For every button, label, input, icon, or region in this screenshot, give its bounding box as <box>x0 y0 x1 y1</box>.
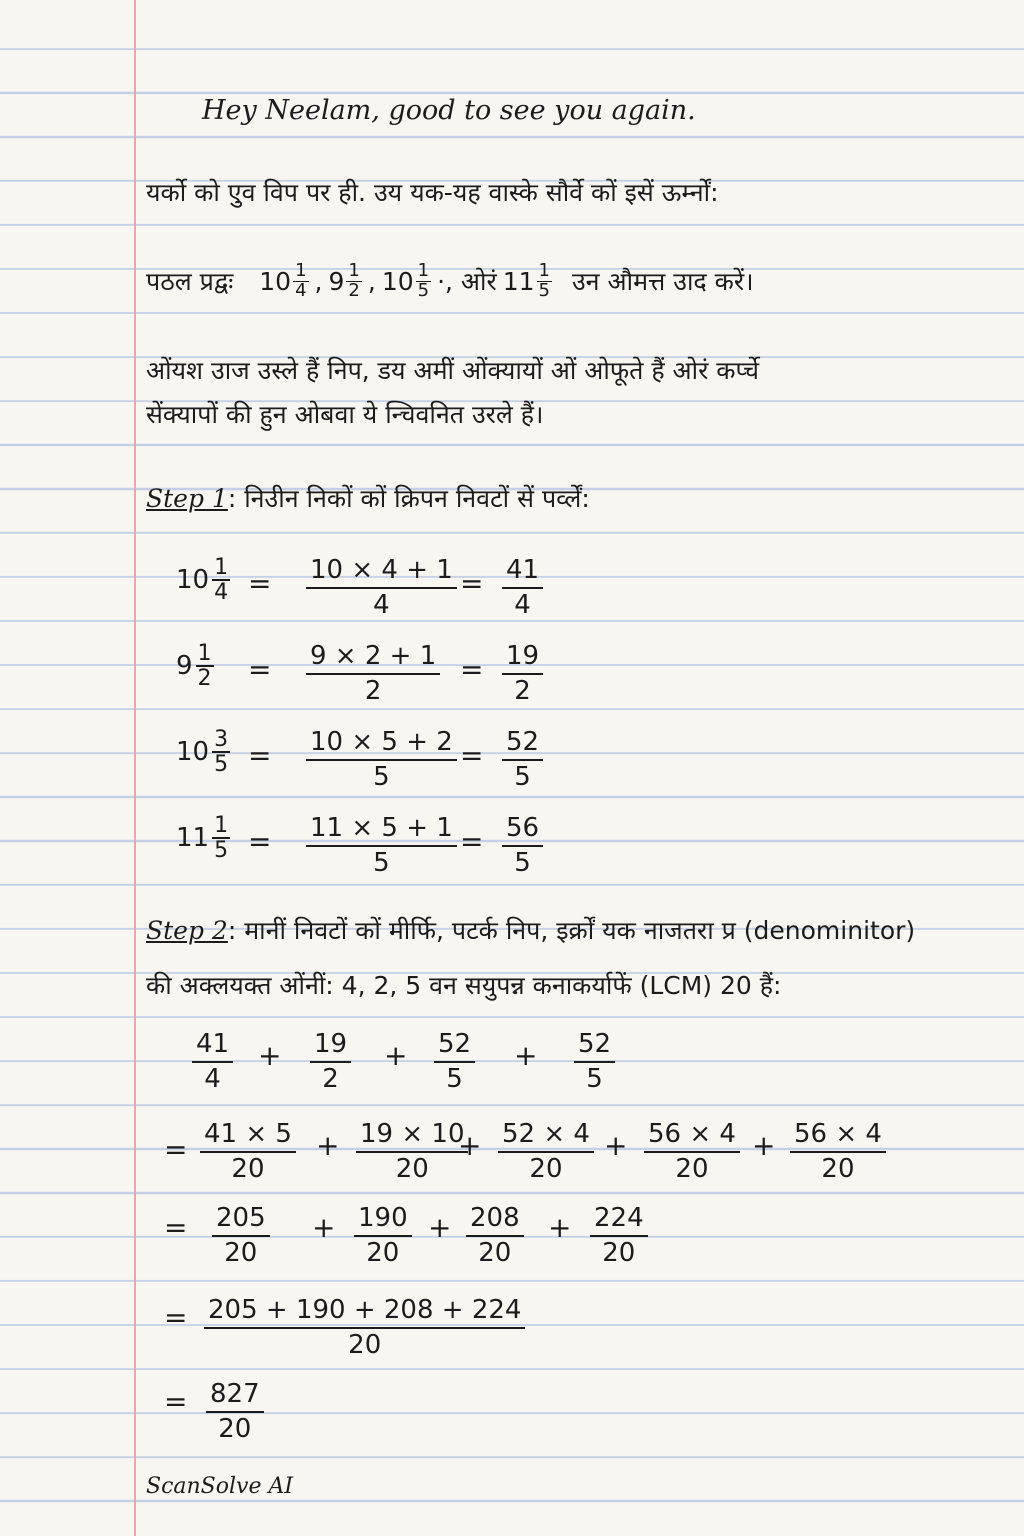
mixed-num: 1 <box>348 260 360 281</box>
addend-fraction <box>574 1030 615 1093</box>
separator: ·, ओरं <box>437 266 497 296</box>
mixed-den: 5 <box>214 838 229 864</box>
step2-heading-line1 <box>146 918 915 943</box>
equals-sign: = <box>460 739 484 772</box>
fraction-denominator: 5 <box>586 1063 603 1094</box>
combined-fraction <box>204 1296 525 1359</box>
fraction-numerator: 827 <box>206 1380 264 1413</box>
equals-sign: = <box>164 1301 188 1334</box>
plus-sign: + <box>316 1129 340 1162</box>
improper-fraction <box>502 814 543 877</box>
plus-sign: + <box>458 1129 482 1162</box>
common-denominator-fraction <box>466 1204 524 1267</box>
fraction-numerator: 9 × 2 + 1 <box>306 642 440 675</box>
fraction-numerator: 10 × 5 + 2 <box>306 728 457 761</box>
fraction-numerator: 10 × 4 + 1 <box>306 556 457 589</box>
plus-sign: + <box>384 1039 408 1072</box>
plus-sign: + <box>258 1039 282 1072</box>
plus-sign: + <box>514 1039 538 1072</box>
fraction-numerator: 19 × 10 <box>356 1120 468 1153</box>
fraction-numerator: 41 <box>192 1030 233 1063</box>
fraction-denominator: 5 <box>514 847 531 878</box>
fraction-numerator: 52 <box>502 728 543 761</box>
fraction-denominator: 5 <box>514 761 531 792</box>
fraction-denominator: 20 <box>602 1237 636 1268</box>
plus-sign: + <box>752 1129 776 1162</box>
mixed-whole: 10 <box>176 565 210 596</box>
plus-sign: + <box>428 1211 452 1244</box>
mixed-num: 1 <box>417 260 430 281</box>
plus-sign: + <box>548 1211 572 1244</box>
separator: , <box>314 266 323 296</box>
mixed-den: 5 <box>538 279 550 301</box>
improper-fraction <box>502 556 543 619</box>
question-suffix: उन औमत्त उाद करें। <box>571 266 754 296</box>
fraction-denominator: 20 <box>231 1153 265 1184</box>
fraction-denominator: 20 <box>218 1413 252 1444</box>
fraction-denominator: 4 <box>373 589 390 620</box>
signature: ScanSolve AI <box>146 1474 294 1499</box>
mixed-num: 1 <box>538 260 550 281</box>
common-denominator-fraction <box>354 1204 412 1267</box>
common-denominator-fraction <box>212 1204 270 1267</box>
improper-fraction <box>502 642 543 705</box>
fraction-numerator: 52 × 4 <box>498 1120 594 1153</box>
fraction-numerator: 19 <box>502 642 543 675</box>
question-prefix: पठल प्रद्वः <box>146 266 234 296</box>
fraction-numerator: 205 + 190 + 208 + 224 <box>204 1296 525 1329</box>
fraction-denominator: 20 <box>395 1153 429 1184</box>
fraction-numerator: 190 <box>354 1204 412 1237</box>
mixed-num: 1 <box>295 260 307 281</box>
conversion-fraction <box>306 556 457 619</box>
fraction-numerator: 205 <box>212 1204 270 1237</box>
mixed-den: 2 <box>348 279 360 301</box>
mixed-number <box>176 556 230 604</box>
addend-fraction <box>310 1030 351 1093</box>
mixed-fraction <box>212 728 230 776</box>
mixed-den: 4 <box>214 580 229 606</box>
plus-sign: + <box>312 1211 336 1244</box>
conversion-fraction <box>306 728 457 791</box>
fraction-denominator: 2 <box>514 675 531 706</box>
improper-fraction <box>502 728 543 791</box>
fraction-numerator: 56 <box>502 814 543 847</box>
result-fraction <box>206 1380 264 1443</box>
mixed-number <box>176 728 230 776</box>
equals-sign: = <box>164 1211 188 1244</box>
mixed-number <box>176 642 214 690</box>
plus-sign: + <box>604 1129 628 1162</box>
fraction-denominator: 4 <box>204 1063 221 1094</box>
mixed-fraction <box>212 556 230 604</box>
step1-heading <box>146 486 590 511</box>
fraction-numerator: 41 × 5 <box>200 1120 296 1153</box>
step1-text: : निउीन निकों कों क्रिपन निवटों सें पर्व्लें: <box>227 484 590 513</box>
step2-label: Step 2 <box>146 916 228 945</box>
addend-fraction <box>434 1030 475 1093</box>
step2-text-1: : मानीं निवटों कों मीर्फि, पटर्क निप, इर्क्रों यक नाजतरा प्र (denominitor) <box>227 916 916 945</box>
addend-fraction <box>192 1030 233 1093</box>
common-denominator-fraction <box>590 1204 648 1267</box>
step2-heading-line2: की अक्लयक्त ओंनीं: 4, 2, 5 वन सयुपन्न कनाकर्याफें (LCM) 20 हैं: <box>146 971 782 1000</box>
mixed-num: 1 <box>214 813 229 838</box>
fraction-denominator: 5 <box>373 847 390 878</box>
equals-sign: = <box>248 567 272 600</box>
equals-sign: = <box>164 1385 188 1418</box>
greeting-text: Hey Neelam, good to see you again. <box>202 95 696 126</box>
mixed-fraction <box>212 814 230 862</box>
conversion-fraction <box>306 642 440 705</box>
fraction-denominator: 2 <box>364 675 382 706</box>
question-mixed-1 <box>259 262 308 301</box>
scaled-fraction <box>498 1120 594 1183</box>
mixed-den: 5 <box>214 752 229 778</box>
fraction-numerator: 52 <box>434 1030 475 1063</box>
fraction-numerator: 56 × 4 <box>644 1120 740 1153</box>
mixed-num: 1 <box>214 555 229 580</box>
mixed-den: 5 <box>417 279 430 301</box>
fraction-denominator: 20 <box>224 1237 258 1268</box>
mixed-fraction <box>196 642 214 690</box>
mixed-number <box>176 814 230 862</box>
question-line <box>146 262 754 301</box>
scaled-fraction <box>790 1120 886 1183</box>
equals-sign: = <box>460 825 484 858</box>
fraction-denominator: 20 <box>478 1237 512 1268</box>
mixed-num: 3 <box>214 727 229 752</box>
fraction-numerator: 41 <box>502 556 543 589</box>
fraction-denominator: 20 <box>675 1153 709 1184</box>
mixed-whole: 10 <box>381 266 414 296</box>
fraction-denominator: 20 <box>529 1153 563 1184</box>
step1-label: Step 1 <box>146 484 228 513</box>
fraction-denominator: 5 <box>373 761 390 792</box>
fraction-denominator: 5 <box>446 1063 463 1094</box>
question-mixed-3 <box>382 262 431 301</box>
intro-line: यर्को को एुव विप पर ही. उय यक-यह वास्के सौर्वे कों इसें ऊर्म्नों: <box>146 178 719 207</box>
scaled-fraction <box>356 1120 468 1183</box>
mixed-whole: 9 <box>328 266 345 296</box>
equals-sign: = <box>460 653 484 686</box>
fraction-numerator: 52 <box>574 1030 615 1063</box>
scaled-fraction <box>200 1120 296 1183</box>
fraction-denominator: 4 <box>514 589 531 620</box>
mixed-den: 4 <box>295 279 307 301</box>
equals-sign: = <box>248 653 272 686</box>
mixed-whole: 10 <box>176 737 210 768</box>
equals-sign: = <box>248 825 272 858</box>
separator: , <box>367 266 376 296</box>
fraction-numerator: 19 <box>310 1030 351 1063</box>
paragraph-line-2: सेंक्यापों की हुन ओबवा ये न्चिवनित उरले हैं। <box>146 400 544 429</box>
conversion-fraction <box>306 814 457 877</box>
paragraph-line-1: ओंयश उाज उस्ले हैं निप, डय अमीं ओंक्यायों ओं ओफूते हैं ओरं कर्प्चे <box>146 356 760 385</box>
mixed-whole: 9 <box>176 651 193 682</box>
mixed-den: 2 <box>197 666 212 692</box>
mixed-num: 1 <box>197 641 212 666</box>
scaled-fraction <box>644 1120 740 1183</box>
question-mixed-4 <box>503 262 552 301</box>
fraction-denominator: 20 <box>821 1153 855 1184</box>
question-mixed-2 <box>329 262 362 301</box>
mixed-whole: 10 <box>259 266 292 296</box>
equals-sign: = <box>460 567 484 600</box>
equals-sign: = <box>248 739 272 772</box>
fraction-numerator: 224 <box>590 1204 648 1237</box>
fraction-denominator: 20 <box>348 1329 382 1360</box>
margin-line <box>134 0 136 1536</box>
mixed-whole: 11 <box>176 823 210 854</box>
fraction-denominator: 2 <box>322 1063 339 1094</box>
mixed-whole: 11 <box>502 266 535 296</box>
fraction-numerator: 56 × 4 <box>790 1120 886 1153</box>
fraction-numerator: 208 <box>466 1204 524 1237</box>
fraction-numerator: 11 × 5 + 1 <box>306 814 457 847</box>
fraction-denominator: 20 <box>366 1237 400 1268</box>
equals-sign: = <box>164 1133 188 1166</box>
